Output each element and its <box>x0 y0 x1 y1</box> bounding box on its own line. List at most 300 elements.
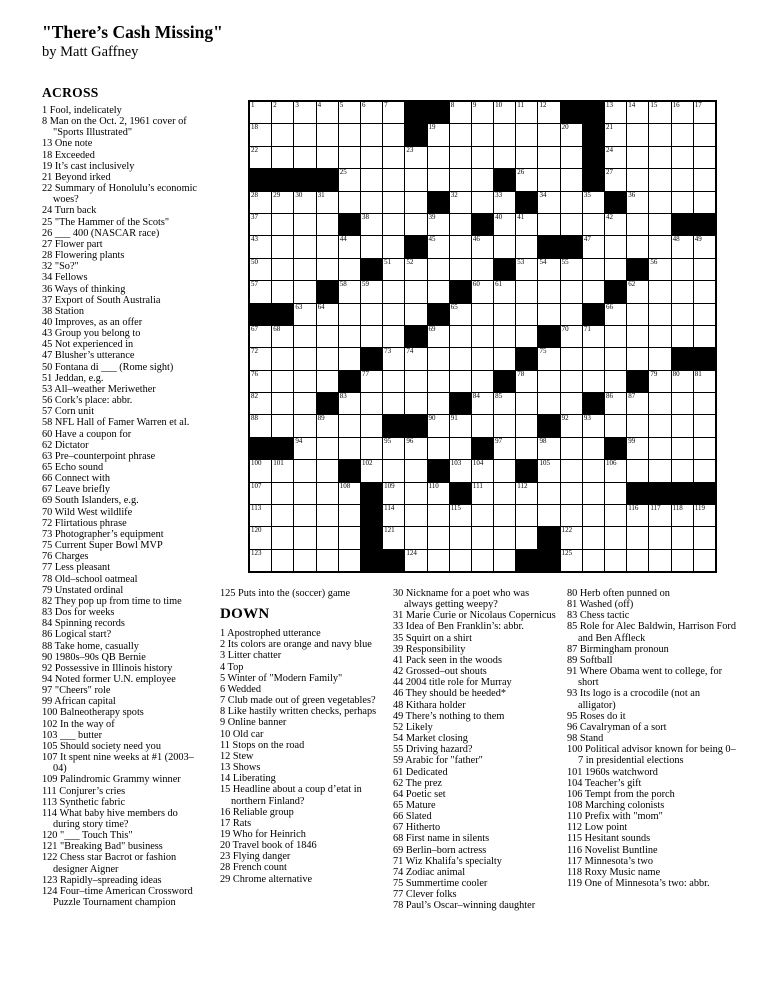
grid-cell[interactable] <box>317 259 338 280</box>
grid-cell[interactable] <box>272 124 293 145</box>
grid-cell[interactable] <box>516 304 537 325</box>
grid-cell[interactable] <box>317 124 338 145</box>
grid-cell[interactable] <box>250 236 271 257</box>
grid-cell[interactable] <box>450 147 471 168</box>
grid-cell[interactable] <box>627 304 648 325</box>
grid-cell[interactable] <box>494 483 515 504</box>
grid-cell[interactable] <box>250 259 271 280</box>
grid-cell[interactable] <box>627 124 648 145</box>
grid-cell[interactable] <box>494 304 515 325</box>
grid-cell[interactable] <box>383 483 404 504</box>
grid-cell[interactable] <box>694 147 715 168</box>
grid-cell[interactable] <box>605 505 626 526</box>
grid-cell[interactable] <box>516 483 537 504</box>
grid-cell[interactable] <box>317 527 338 548</box>
grid-cell[interactable] <box>494 438 515 459</box>
grid-cell[interactable] <box>649 371 670 392</box>
grid-cell[interactable] <box>672 550 693 571</box>
grid-cell[interactable] <box>450 550 471 571</box>
grid-cell[interactable] <box>383 214 404 235</box>
grid-cell[interactable] <box>583 483 604 504</box>
grid-cell[interactable] <box>272 527 293 548</box>
grid-cell[interactable] <box>494 393 515 414</box>
grid-cell[interactable] <box>516 147 537 168</box>
grid-cell[interactable] <box>250 214 271 235</box>
grid-cell[interactable] <box>405 214 426 235</box>
grid-cell[interactable] <box>472 483 493 504</box>
grid-cell[interactable] <box>672 236 693 257</box>
grid-cell[interactable] <box>561 348 582 369</box>
grid-cell[interactable] <box>561 527 582 548</box>
grid-cell[interactable] <box>605 169 626 190</box>
grid-cell[interactable] <box>694 259 715 280</box>
grid-cell[interactable] <box>428 393 449 414</box>
grid-cell[interactable] <box>583 438 604 459</box>
grid-cell[interactable] <box>339 124 360 145</box>
grid-cell[interactable] <box>294 326 315 347</box>
grid-cell[interactable] <box>649 304 670 325</box>
grid-cell[interactable] <box>272 281 293 302</box>
grid-cell[interactable] <box>361 124 382 145</box>
grid-cell[interactable] <box>405 304 426 325</box>
grid-cell[interactable] <box>583 192 604 213</box>
grid-cell[interactable] <box>383 169 404 190</box>
grid-cell[interactable] <box>605 393 626 414</box>
grid-cell[interactable] <box>627 102 648 123</box>
grid-cell[interactable] <box>627 214 648 235</box>
grid-cell[interactable] <box>649 505 670 526</box>
grid-cell[interactable] <box>561 505 582 526</box>
grid-cell[interactable] <box>605 147 626 168</box>
grid-cell[interactable] <box>561 326 582 347</box>
grid-cell[interactable] <box>339 102 360 123</box>
grid-cell[interactable] <box>361 371 382 392</box>
grid-cell[interactable] <box>561 304 582 325</box>
grid-cell[interactable] <box>583 550 604 571</box>
grid-cell[interactable] <box>516 527 537 548</box>
grid-cell[interactable] <box>383 102 404 123</box>
grid-cell[interactable] <box>472 259 493 280</box>
grid-cell[interactable] <box>405 281 426 302</box>
grid-cell[interactable] <box>405 192 426 213</box>
grid-cell[interactable] <box>317 192 338 213</box>
grid-cell[interactable] <box>450 460 471 481</box>
grid-cell[interactable] <box>538 505 559 526</box>
grid-cell[interactable] <box>649 415 670 436</box>
grid-cell[interactable] <box>361 460 382 481</box>
grid-cell[interactable] <box>272 371 293 392</box>
grid-cell[interactable] <box>472 281 493 302</box>
grid-cell[interactable] <box>272 326 293 347</box>
grid-cell[interactable] <box>494 527 515 548</box>
grid-cell[interactable] <box>538 371 559 392</box>
grid-cell[interactable] <box>472 527 493 548</box>
grid-cell[interactable] <box>472 326 493 347</box>
grid-cell[interactable] <box>317 438 338 459</box>
grid-cell[interactable] <box>472 124 493 145</box>
grid-cell[interactable] <box>538 169 559 190</box>
grid-cell[interactable] <box>450 326 471 347</box>
grid-cell[interactable] <box>339 393 360 414</box>
grid-cell[interactable] <box>649 550 670 571</box>
grid-cell[interactable] <box>627 393 648 414</box>
grid-cell[interactable] <box>605 102 626 123</box>
grid-cell[interactable] <box>428 505 449 526</box>
grid-cell[interactable] <box>428 550 449 571</box>
grid-cell[interactable] <box>494 147 515 168</box>
grid-cell[interactable] <box>317 304 338 325</box>
grid-cell[interactable] <box>694 326 715 347</box>
grid-cell[interactable] <box>627 527 648 548</box>
grid-cell[interactable] <box>627 348 648 369</box>
grid-cell[interactable] <box>250 393 271 414</box>
grid-cell[interactable] <box>694 415 715 436</box>
grid-cell[interactable] <box>472 304 493 325</box>
grid-cell[interactable] <box>250 326 271 347</box>
grid-cell[interactable] <box>272 348 293 369</box>
grid-cell[interactable] <box>516 326 537 347</box>
grid-cell[interactable] <box>472 236 493 257</box>
grid-cell[interactable] <box>494 505 515 526</box>
grid-cell[interactable] <box>538 259 559 280</box>
grid-cell[interactable] <box>494 102 515 123</box>
grid-cell[interactable] <box>339 527 360 548</box>
grid-cell[interactable] <box>294 371 315 392</box>
grid-cell[interactable] <box>561 438 582 459</box>
grid-cell[interactable] <box>361 102 382 123</box>
grid-cell[interactable] <box>339 236 360 257</box>
grid-cell[interactable] <box>583 415 604 436</box>
grid-cell[interactable] <box>649 214 670 235</box>
grid-cell[interactable] <box>294 393 315 414</box>
grid-cell[interactable] <box>428 147 449 168</box>
grid-cell[interactable] <box>294 550 315 571</box>
grid-cell[interactable] <box>538 147 559 168</box>
grid-cell[interactable] <box>694 460 715 481</box>
grid-cell[interactable] <box>672 147 693 168</box>
grid-cell[interactable] <box>361 236 382 257</box>
grid-cell[interactable] <box>516 169 537 190</box>
grid-cell[interactable] <box>405 550 426 571</box>
grid-cell[interactable] <box>627 236 648 257</box>
grid-cell[interactable] <box>649 259 670 280</box>
grid-cell[interactable] <box>472 415 493 436</box>
grid-cell[interactable] <box>317 550 338 571</box>
grid-cell[interactable] <box>339 147 360 168</box>
grid-cell[interactable] <box>472 505 493 526</box>
grid-cell[interactable] <box>294 124 315 145</box>
grid-cell[interactable] <box>339 304 360 325</box>
grid-cell[interactable] <box>627 326 648 347</box>
grid-cell[interactable] <box>272 147 293 168</box>
grid-cell[interactable] <box>694 124 715 145</box>
grid-cell[interactable] <box>561 483 582 504</box>
grid-cell[interactable] <box>383 326 404 347</box>
grid-cell[interactable] <box>250 527 271 548</box>
grid-cell[interactable] <box>317 326 338 347</box>
grid-cell[interactable] <box>272 415 293 436</box>
grid-cell[interactable] <box>494 550 515 571</box>
grid-cell[interactable] <box>694 236 715 257</box>
grid-cell[interactable] <box>450 415 471 436</box>
grid-cell[interactable] <box>694 527 715 548</box>
grid-cell[interactable] <box>605 214 626 235</box>
grid-cell[interactable] <box>294 348 315 369</box>
grid-cell[interactable] <box>516 236 537 257</box>
grid-cell[interactable] <box>672 527 693 548</box>
grid-cell[interactable] <box>627 505 648 526</box>
grid-cell[interactable] <box>450 102 471 123</box>
grid-cell[interactable] <box>649 348 670 369</box>
grid-cell[interactable] <box>538 102 559 123</box>
grid-cell[interactable] <box>605 550 626 571</box>
grid-cell[interactable] <box>538 460 559 481</box>
grid-cell[interactable] <box>317 236 338 257</box>
grid-cell[interactable] <box>339 348 360 369</box>
grid-cell[interactable] <box>538 393 559 414</box>
grid-cell[interactable] <box>672 192 693 213</box>
grid-cell[interactable] <box>294 505 315 526</box>
grid-cell[interactable] <box>294 460 315 481</box>
grid-cell[interactable] <box>583 348 604 369</box>
grid-cell[interactable] <box>450 192 471 213</box>
grid-cell[interactable] <box>672 415 693 436</box>
grid-cell[interactable] <box>583 214 604 235</box>
grid-cell[interactable] <box>627 550 648 571</box>
grid-cell[interactable] <box>250 550 271 571</box>
grid-cell[interactable] <box>294 438 315 459</box>
grid-cell[interactable] <box>605 527 626 548</box>
grid-cell[interactable] <box>627 192 648 213</box>
grid-cell[interactable] <box>339 550 360 571</box>
grid-cell[interactable] <box>561 393 582 414</box>
grid-cell[interactable] <box>494 348 515 369</box>
grid-cell[interactable] <box>538 304 559 325</box>
grid-cell[interactable] <box>605 259 626 280</box>
grid-cell[interactable] <box>339 192 360 213</box>
grid-cell[interactable] <box>317 505 338 526</box>
grid-cell[interactable] <box>605 348 626 369</box>
grid-cell[interactable] <box>339 438 360 459</box>
grid-cell[interactable] <box>583 326 604 347</box>
grid-cell[interactable] <box>494 460 515 481</box>
grid-cell[interactable] <box>250 460 271 481</box>
grid-cell[interactable] <box>516 214 537 235</box>
grid-cell[interactable] <box>317 415 338 436</box>
grid-cell[interactable] <box>672 281 693 302</box>
grid-cell[interactable] <box>494 415 515 436</box>
grid-cell[interactable] <box>272 192 293 213</box>
grid-cell[interactable] <box>250 505 271 526</box>
grid-cell[interactable] <box>405 505 426 526</box>
grid-cell[interactable] <box>561 415 582 436</box>
grid-cell[interactable] <box>694 304 715 325</box>
grid-cell[interactable] <box>428 281 449 302</box>
grid-cell[interactable] <box>649 102 670 123</box>
grid-cell[interactable] <box>361 147 382 168</box>
grid-cell[interactable] <box>317 348 338 369</box>
grid-cell[interactable] <box>383 192 404 213</box>
grid-cell[interactable] <box>405 460 426 481</box>
grid-cell[interactable] <box>317 460 338 481</box>
grid-cell[interactable] <box>516 505 537 526</box>
grid-cell[interactable] <box>272 483 293 504</box>
grid-cell[interactable] <box>405 169 426 190</box>
grid-cell[interactable] <box>405 438 426 459</box>
grid-cell[interactable] <box>272 505 293 526</box>
grid-cell[interactable] <box>383 505 404 526</box>
grid-cell[interactable] <box>428 527 449 548</box>
grid-cell[interactable] <box>494 214 515 235</box>
grid-cell[interactable] <box>450 348 471 369</box>
grid-cell[interactable] <box>649 236 670 257</box>
grid-cell[interactable] <box>694 393 715 414</box>
grid-cell[interactable] <box>317 483 338 504</box>
grid-cell[interactable] <box>272 550 293 571</box>
grid-cell[interactable] <box>561 147 582 168</box>
grid-cell[interactable] <box>494 192 515 213</box>
grid-cell[interactable] <box>605 304 626 325</box>
grid-cell[interactable] <box>383 304 404 325</box>
grid-cell[interactable] <box>561 550 582 571</box>
grid-cell[interactable] <box>694 192 715 213</box>
grid-cell[interactable] <box>383 438 404 459</box>
grid-cell[interactable] <box>339 326 360 347</box>
grid-cell[interactable] <box>538 281 559 302</box>
grid-cell[interactable] <box>627 415 648 436</box>
grid-cell[interactable] <box>450 124 471 145</box>
grid-cell[interactable] <box>672 393 693 414</box>
grid-cell[interactable] <box>516 102 537 123</box>
grid-cell[interactable] <box>428 371 449 392</box>
grid-cell[interactable] <box>516 371 537 392</box>
grid-cell[interactable] <box>450 505 471 526</box>
grid-cell[interactable] <box>472 460 493 481</box>
grid-cell[interactable] <box>538 348 559 369</box>
grid-cell[interactable] <box>361 192 382 213</box>
grid-cell[interactable] <box>361 169 382 190</box>
grid-cell[interactable] <box>383 281 404 302</box>
grid-cell[interactable] <box>649 281 670 302</box>
grid-cell[interactable] <box>428 169 449 190</box>
grid-cell[interactable] <box>405 483 426 504</box>
grid-cell[interactable] <box>339 505 360 526</box>
grid-cell[interactable] <box>561 259 582 280</box>
grid-cell[interactable] <box>472 192 493 213</box>
grid-cell[interactable] <box>450 304 471 325</box>
grid-cell[interactable] <box>649 147 670 168</box>
grid-cell[interactable] <box>361 214 382 235</box>
grid-cell[interactable] <box>494 326 515 347</box>
grid-cell[interactable] <box>627 460 648 481</box>
grid-cell[interactable] <box>672 460 693 481</box>
grid-cell[interactable] <box>294 147 315 168</box>
grid-cell[interactable] <box>250 348 271 369</box>
grid-cell[interactable] <box>649 393 670 414</box>
grid-cell[interactable] <box>538 214 559 235</box>
grid-cell[interactable] <box>250 281 271 302</box>
grid-cell[interactable] <box>250 147 271 168</box>
grid-cell[interactable] <box>250 371 271 392</box>
grid-cell[interactable] <box>317 147 338 168</box>
grid-cell[interactable] <box>317 214 338 235</box>
grid-cell[interactable] <box>538 483 559 504</box>
grid-cell[interactable] <box>272 102 293 123</box>
grid-cell[interactable] <box>250 102 271 123</box>
grid-cell[interactable] <box>472 169 493 190</box>
grid-cell[interactable] <box>294 483 315 504</box>
grid-cell[interactable] <box>538 192 559 213</box>
grid-cell[interactable] <box>672 124 693 145</box>
grid-cell[interactable] <box>561 124 582 145</box>
grid-cell[interactable] <box>649 124 670 145</box>
grid-cell[interactable] <box>605 483 626 504</box>
grid-cell[interactable] <box>250 192 271 213</box>
grid-cell[interactable] <box>672 304 693 325</box>
grid-cell[interactable] <box>339 169 360 190</box>
grid-cell[interactable] <box>361 415 382 436</box>
grid-cell[interactable] <box>605 460 626 481</box>
grid-cell[interactable] <box>472 102 493 123</box>
grid-cell[interactable] <box>516 124 537 145</box>
grid-cell[interactable] <box>649 326 670 347</box>
grid-cell[interactable] <box>583 371 604 392</box>
grid-cell[interactable] <box>405 393 426 414</box>
grid-cell[interactable] <box>339 259 360 280</box>
grid-cell[interactable] <box>450 527 471 548</box>
grid-cell[interactable] <box>405 259 426 280</box>
grid-cell[interactable] <box>383 124 404 145</box>
grid-cell[interactable] <box>272 259 293 280</box>
grid-cell[interactable] <box>272 214 293 235</box>
grid-cell[interactable] <box>294 236 315 257</box>
grid-cell[interactable] <box>561 169 582 190</box>
grid-cell[interactable] <box>583 236 604 257</box>
grid-cell[interactable] <box>694 438 715 459</box>
grid-cell[interactable] <box>516 438 537 459</box>
grid-cell[interactable] <box>694 102 715 123</box>
grid-cell[interactable] <box>294 259 315 280</box>
grid-cell[interactable] <box>605 236 626 257</box>
grid-cell[interactable] <box>428 415 449 436</box>
grid-cell[interactable] <box>405 348 426 369</box>
grid-cell[interactable] <box>649 169 670 190</box>
grid-cell[interactable] <box>428 326 449 347</box>
grid-cell[interactable] <box>538 438 559 459</box>
grid-cell[interactable] <box>627 281 648 302</box>
grid-cell[interactable] <box>494 124 515 145</box>
grid-cell[interactable] <box>605 371 626 392</box>
grid-cell[interactable] <box>472 550 493 571</box>
grid-cell[interactable] <box>694 505 715 526</box>
grid-cell[interactable] <box>383 371 404 392</box>
grid-cell[interactable] <box>294 192 315 213</box>
grid-cell[interactable] <box>516 415 537 436</box>
grid-cell[interactable] <box>250 483 271 504</box>
grid-cell[interactable] <box>383 527 404 548</box>
grid-cell[interactable] <box>428 348 449 369</box>
grid-cell[interactable] <box>339 415 360 436</box>
grid-cell[interactable] <box>405 371 426 392</box>
grid-cell[interactable] <box>383 348 404 369</box>
grid-cell[interactable] <box>516 393 537 414</box>
grid-cell[interactable] <box>605 124 626 145</box>
grid-cell[interactable] <box>694 169 715 190</box>
grid-cell[interactable] <box>672 102 693 123</box>
grid-cell[interactable] <box>672 371 693 392</box>
grid-cell[interactable] <box>339 281 360 302</box>
grid-cell[interactable] <box>605 326 626 347</box>
